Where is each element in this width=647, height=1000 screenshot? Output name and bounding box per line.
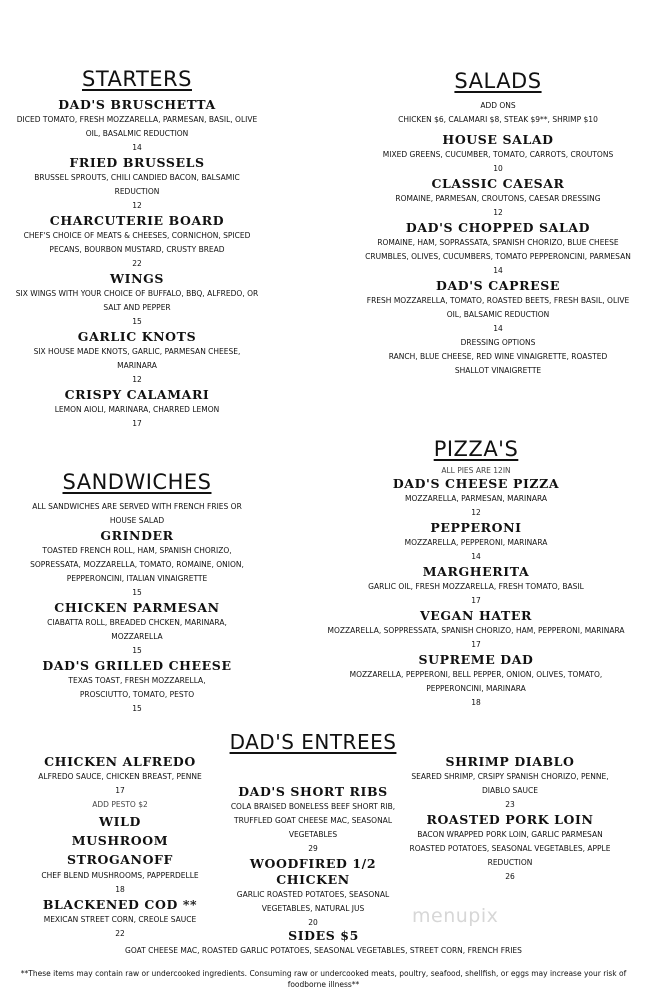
starters-section [6,66,268,431]
menu-item [6,155,268,213]
item-name: SUPREME DAD [418,652,534,667]
item-name: DAD'S GRILLED CHEESE [42,658,232,673]
item-description: MOZZARELLA, PARMESAN, MARINARA [405,494,547,503]
item-price: 17 [115,786,125,795]
item-description: MIXED GREENS, CUCUMBER, TOMATO, CARROTS, CROUTONS [382,150,614,159]
item-price: 17 [132,419,142,428]
item-price: 20 [308,918,318,927]
item-description: MOZZARELLA, SOPPRESSATA, SPANISH CHORIZO, HAM, PEPPERONI, MARINARA [327,626,625,635]
menu-item [325,652,627,710]
item-description: MEXICAN STREET CORN, CREOLE SAUCE [43,915,197,924]
item-description: BRUSSEL SPROUTS, CHILI CANDIED BACON, BALSAMIC REDUCTION [34,173,240,196]
item-name: WOODFIRED 1/2 CHICKEN [249,856,377,887]
item-name: HOUSE SALAD [442,132,554,147]
item-price: 26 [505,872,515,881]
item-price: 12 [493,208,503,217]
item-description: ROMAINE, HAM, SOPRASSATA, SPANISH CHORIZO, BLUE CHEESE CRUMBLES, OLIVES, CUCUMBERS, TOMATO PEPPERONCINI, PARMESAN [365,238,631,261]
footer-disclaimer: **These items may contain raw or undercooked ingredients. Consuming raw or undercooked meats, poultry, seafood, shellfish, or eggs may increase your risk of foodborne illness** [20,969,627,989]
item-price: 12 [132,375,142,384]
sandwiches-title: SANDWICHES [62,470,212,494]
item-name: DAD'S SHORT RIBS [238,784,388,799]
item-description: LEMON AIOLI, MARINARA, CHARRED LEMON [54,405,220,414]
menu-item [14,600,260,658]
menu-item [14,528,260,600]
item-name: CHICKEN ALFREDO [44,754,196,769]
item-description: ROMAINE, PARMESAN, CROUTONS, CAESAR DRESSING [395,194,601,203]
item-name: ROASTED PORK LOIN [426,812,594,827]
item-name: MARGHERITA [422,564,530,579]
item-price: 15 [132,704,142,713]
item-name: SHRIMP DIABLO [445,754,575,769]
item-price: 12 [132,201,142,210]
entrees-left-column [14,754,226,941]
menu-item [6,213,268,271]
menu-item [6,271,268,329]
menu-item [400,812,620,884]
item-description: CIABATTA ROLL, BREADED CHCKEN, MARINARA, MOZZARELLA [47,618,227,641]
entrees-header [200,729,426,755]
item-name: CRISPY CALAMARI [64,387,210,402]
menu-item [355,176,641,220]
item-description: BACON WRAPPED PORK LOIN, GARLIC PARMESAN ROASTED POTATOES, SEASONAL VEGETABLES, APPLE REDUCTION [409,830,611,867]
item-name: DAD'S CHEESE PIZZA [392,476,560,491]
sides-list: GOAT CHEESE MAC, ROASTED GARLIC POTATOES, SEASONAL VEGETABLES, STREET CORN, FRENCH FRIES [125,946,522,955]
item-description: ALFREDO SAUCE, CHICKEN BREAST, PENNE [38,772,202,781]
add-ons-label: ADD ONS [480,101,516,110]
item-price: 14 [471,552,481,561]
menu-item [14,754,226,812]
entrees-right-column [400,754,620,884]
menu-item [14,658,260,716]
item-name: CHICKEN PARMESAN [54,600,220,615]
sides-title: SIDES $5 [288,928,359,943]
menu-item [355,220,641,278]
salads-title: SALADS [454,69,542,93]
item-price: 14 [493,266,503,275]
add-ons-list: CHICKEN $6, CALAMARI $8, STEAK $9**, SHRIMP $10 [398,115,598,124]
menu-item [355,278,641,336]
item-name: GARLIC KNOTS [77,329,197,344]
item-name: CHARCUTERIE BOARD [49,213,225,228]
item-price: 22 [132,259,142,268]
item-description: GARLIC ROASTED POTATOES, SEASONAL VEGETABLES, NATURAL JUS [236,890,390,913]
item-description: MOZZARELLA, PEPPERONI, BELL PEPPER, ONION, OLIVES, TOMATO, PEPPERONCINI, MARINARA [349,670,603,693]
pizzas-note: ALL PIES ARE 12IN [441,466,511,475]
menu-item [400,754,620,812]
item-name: FRIED BRUSSELS [69,155,205,170]
item-description: TOASTED FRENCH ROLL, HAM, SPANISH CHORIZO, SOPRESSATA, MOZZARELLA, TOMATO, ROMAINE, ONION, PEPPERONCINI, ITALIAN VINAIGRETTE [30,546,244,583]
item-price: 17 [471,640,481,649]
item-name: GRINDER [100,528,174,543]
menu-item [6,97,268,155]
item-name: DAD'S BRUSCHETTA [58,97,216,112]
item-addon: ADD PESTO $2 [92,800,148,809]
item-name: VEGAN HATER [419,608,533,623]
menupix-watermark: menupix [412,905,499,927]
pizzas-title: PIZZA'S [433,437,519,461]
item-price: 23 [505,800,515,809]
entrees-title: DAD'S ENTREES [229,730,397,754]
item-description: SEARED SHRIMP, CRSIPY SPANISH CHORIZO, PENNE, DIABLO SAUCE [411,772,609,795]
item-description: CHEF BLEND MUSHROOMS, PAPPERDELLE [41,871,199,880]
item-description: GARLIC OIL, FRESH MOZZARELLA, FRESH TOMATO, BASIL [368,582,584,591]
menu-item [14,812,226,897]
item-description: CHEF'S CHOICE OF MEATS & CHEESES, CORNICHON, SPICED PECANS, BOURBON MUSTARD, CRUSTY BREAD [23,231,251,254]
menu-item [325,564,627,608]
item-description: COLA BRAISED BONELESS BEEF SHORT RIB, TRUFFLED GOAT CHEESE MAC, SEASONAL VEGETABLES [230,802,396,839]
item-name: PEPPERONI [430,520,522,535]
dressing-options-list: RANCH, BLUE CHEESE, RED WINE VINAIGRETTE, ROASTED SHALLOT VINAIGRETTE [388,352,608,375]
item-price: 29 [308,844,318,853]
sandwiches-note: ALL SANDWICHES ARE SERVED WITH FRENCH FRIES OR HOUSE SALAD [32,502,242,525]
item-price: 15 [132,588,142,597]
item-description: FRESH MOZZARELLA, TOMATO, ROASTED BEETS, FRESH BASIL, OLIVE OIL, BALSAMIC REDUCTION [366,296,630,319]
item-name: WILD MUSHROOM STROGANOFF [66,814,174,867]
item-price: 22 [115,929,125,938]
item-price: 12 [471,508,481,517]
menu-item [216,784,410,856]
item-price: 15 [132,317,142,326]
item-description: SIX HOUSE MADE KNOTS, GARLIC, PARMESAN CHEESE, MARINARA [33,347,241,370]
menu-item [6,387,268,431]
salads-section [355,68,641,378]
dressing-options-label: DRESSING OPTIONS [460,338,536,347]
sandwiches-section [14,469,260,716]
item-name: CLASSIC CAESAR [431,176,565,191]
item-description: TEXAS TOAST, FRESH MOZZARELLA, PROSCIUTTO, TOMATO, PESTO [68,676,206,699]
starters-title: STARTERS [82,67,192,91]
menu-item [325,520,627,564]
item-price: 18 [471,698,481,707]
item-price: 14 [132,143,142,152]
item-name: DAD'S CHOPPED SALAD [405,220,591,235]
item-name: BLACKENED COD ** [42,897,198,912]
pizzas-section [325,436,627,710]
item-name: WINGS [109,271,164,286]
item-description: SIX WINGS WITH YOUR CHOICE OF BUFFALO, BBQ, ALFREDO, OR SALT AND PEPPER [15,289,259,312]
entrees-center-column [216,784,410,930]
item-price: 18 [115,885,125,894]
item-name: DAD'S CAPRESE [436,278,560,293]
item-description: DICED TOMATO, FRESH MOZZARELLA, PARMESAN, BASIL, OLIVE OIL, BASALMIC REDUCTION [16,115,258,138]
item-price: 15 [132,646,142,655]
item-price: 10 [493,164,503,173]
menu-item [325,476,627,520]
item-price: 14 [493,324,503,333]
menu-item [216,856,410,930]
sides-section [20,928,627,958]
item-description: MOZZARELLA, PEPPERONI, MARINARA [404,538,548,547]
menu-item [6,329,268,387]
menu-item [325,608,627,652]
item-price: 17 [471,596,481,605]
menu-item [355,132,641,176]
